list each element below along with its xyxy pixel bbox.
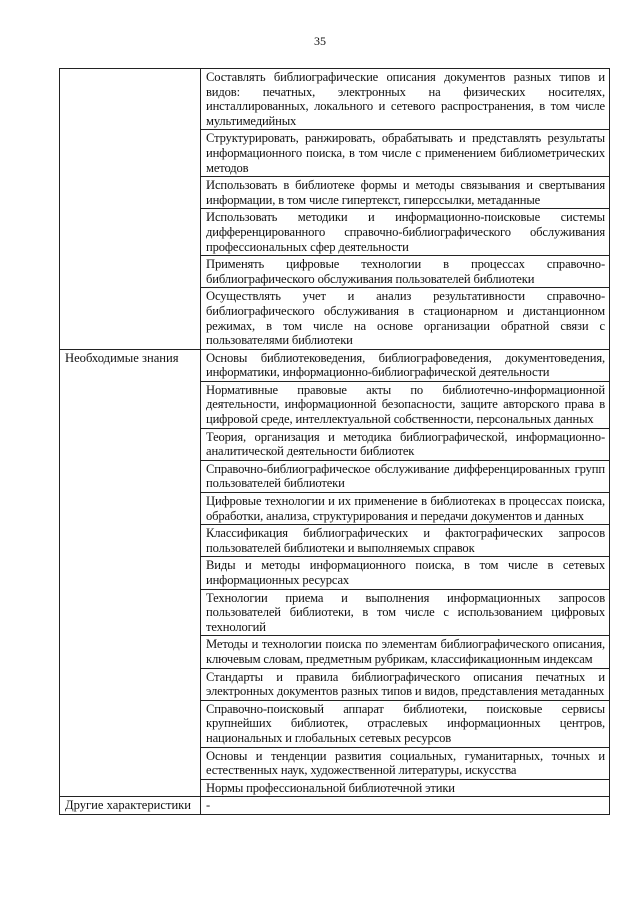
skill-item: Использовать в библиотеке формы и методы связывания и свертывания информации, в том числе гипертекст, гиперссылки, метаданные — [201, 177, 610, 209]
knowledge-item: Нормы профессиональной библиотечной этики — [201, 779, 610, 797]
knowledge-item: Цифровые технологии и их применение в библиотеках в процессах поиска, обработки, анализа, структурирования и передачи документов и данных — [201, 493, 610, 525]
skill-item: Осуществлять учет и анализ результативности справочно-библиографического обслуживания в стационарном и дистанционном режимах, в том числе на основе организации обратной связи с пользователями библиотеки — [201, 288, 610, 349]
knowledge-label: Необходимые знания — [60, 349, 201, 797]
requirements-table — [59, 68, 610, 815]
knowledge-item: Стандарты и правила библиографического описания печатных и электронных документов разных типов и видов, представления метаданных — [201, 668, 610, 700]
knowledge-item: Основы и тенденции развития социальных, гуманитарных, точных и естественных наук, художественной литературы, искусства — [201, 747, 610, 779]
knowledge-item: Основы библиотековедения, библиографоведения, документоведения, информатики, информационно-библиографической деятельности — [201, 349, 610, 381]
knowledge-item: Нормативные правовые акты по библиотечно-информационной деятельности, информационной безопасности, защите авторского права в цифровой среде, интеллектуальной собственности, персональных данных — [201, 381, 610, 428]
table-row — [60, 349, 610, 381]
other-value: - — [201, 797, 610, 815]
knowledge-item: Виды и методы информационного поиска, в том числе в сетевых информационных ресурсах — [201, 557, 610, 589]
skill-item: Составлять библиографические описания документов разных типов и видов: печатных, электронных на физических носителях, инсталлированных, локального и сетевого распространения, в том числе мультимедийных — [201, 69, 610, 130]
knowledge-item: Теория, организация и методика библиографической, информационно-аналитической деятельности библиотек — [201, 428, 610, 460]
knowledge-item: Методы и технологии поиска по элементам библиографического описания, ключевым словам, предметным рубрикам, классификационным индексам — [201, 636, 610, 668]
page-number: 35 — [314, 34, 326, 48]
skill-item: Применять цифровые технологии в процессах справочно-библиографического обслуживания пользователей библиотеки — [201, 256, 610, 288]
knowledge-item: Справочно-поисковый аппарат библиотеки, поисковые сервисы крупнейших библиотек, отраслевых информационных центров, национальных и глобальных сетевых ресурсов — [201, 700, 610, 747]
skills-label-cell — [60, 69, 201, 350]
table-row — [60, 69, 610, 130]
skill-item: Использовать методики и информационно-поисковые системы дифференцированного справочно-библиографического обслуживания профессиональных сфер деятельности — [201, 209, 610, 256]
knowledge-item: Классификация библиографических и фактографических запросов пользователей библиотеки и выполняемых справок — [201, 525, 610, 557]
skill-item: Структурировать, ранжировать, обрабатывать и представлять результаты информационного поиска, в том числе с применением библиометрических методов — [201, 130, 610, 177]
knowledge-item: Справочно-библиографическое обслуживание дифференцированных групп пользователей библиотеки — [201, 460, 610, 492]
other-label: Другие характеристики — [60, 797, 201, 815]
knowledge-item: Технологии приема и выполнения информационных запросов пользователей библиотеки, в том числе с использованием цифровых технологий — [201, 589, 610, 636]
table-row — [60, 797, 610, 815]
